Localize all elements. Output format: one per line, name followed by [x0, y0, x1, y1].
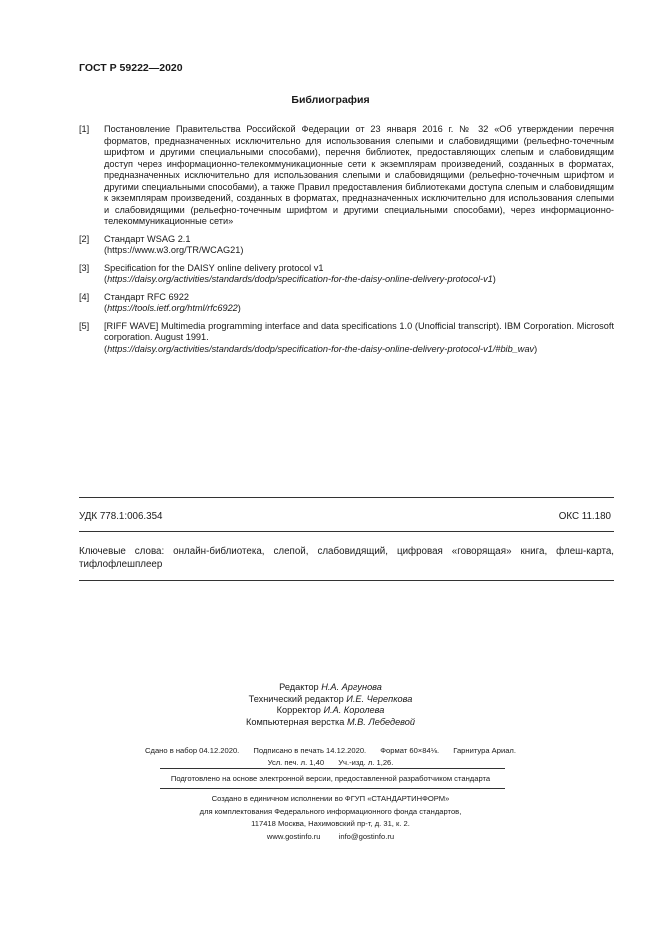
- divider-top: [79, 497, 614, 498]
- bib-entry-text: [104, 292, 614, 315]
- bibliography-title: Библиография: [291, 94, 370, 106]
- bib-entry-text: [104, 263, 614, 286]
- divider-middle: [79, 531, 614, 532]
- divider-bottom: [79, 580, 614, 581]
- bib-entry: [79, 263, 614, 286]
- udk-code: УДК 778.1:006.354: [79, 511, 163, 522]
- imprint-block: [0, 745, 661, 769]
- bib-entry-segment: ): [492, 274, 496, 284]
- bib-entry: [79, 292, 614, 315]
- keywords: Ключевые слова: онлайн-библиотека, слепой, слабовидящий, цифровая «говорящая» книга, флеш-карта, тифлофлешплеер: [79, 546, 614, 570]
- standard-number: ГОСТ Р 59222—2020: [79, 62, 183, 74]
- bib-entry-text: [104, 321, 614, 356]
- publisher-block: [0, 793, 661, 843]
- bib-entry: [79, 234, 614, 257]
- imprint-typeset: Сдано в набор 04.12.2020.: [145, 746, 240, 755]
- bib-entry-segment: (: [104, 274, 108, 284]
- publisher-line1: Создано в единичном исполнении во ФГУП «СТАНДАРТИНФОРМ»: [211, 794, 450, 803]
- oks-code: ОКС 11.180: [558, 511, 611, 522]
- prepared-note: Подготовлено на основе электронной версии, предоставленной разработчиком стандарта: [170, 774, 491, 783]
- imprint-signed: Подписано в печать 14.12.2020.: [253, 746, 367, 755]
- bib-entry: [79, 321, 614, 356]
- bib-entry-segment: Стандарт RFC 6922: [104, 291, 189, 302]
- bib-entry-number: [4]: [79, 291, 90, 302]
- bib-entry-number: [1]: [79, 124, 90, 134]
- publisher-line2: для комплектования Федерального информационного фонда стандартов,: [199, 806, 462, 816]
- bib-entry-link[interactable]: https://daisy.org/activities/standards/dodp/specification-for-the-daisy-online-delivery-protocol-v1/#bib_wav: [107, 343, 535, 354]
- bib-entry-link[interactable]: https://tools.ietf.org/html/rfc6922: [107, 303, 238, 313]
- bib-entry-text: [104, 234, 614, 257]
- bib-entry-segment: (https://www.w3.org/TR/WCAG21): [104, 245, 244, 255]
- bib-entry-text: [104, 124, 614, 228]
- imprint-format: Формат 60×84⅛.: [380, 746, 440, 755]
- publisher-website[interactable]: www.gostinfo.ru: [266, 831, 321, 841]
- credit-layout: Компьютерная верстка М.В. Лебедевой: [246, 716, 415, 727]
- bib-entry-number: [5]: [79, 320, 90, 331]
- bib-entry-number: [2]: [79, 233, 90, 244]
- bib-entry-segment: ): [534, 343, 538, 354]
- imprint-print-sheets: Усл. печ. л. 1,40: [267, 758, 325, 767]
- credit-proofreader: Корректор И.А. Королева: [276, 705, 385, 716]
- credits-block: [0, 682, 661, 728]
- credit-editor: Редактор Н.А. Аргунова: [279, 682, 382, 692]
- imprint-font: Гарнитура Ариал.: [453, 746, 516, 755]
- bib-entry-segment: [RIFF WAVE] Multimedia programming interface and data specifications 1.0 (Unofficial transcript). IBM Corporation. Microsoft corporation. August 1991.: [104, 320, 614, 342]
- bib-entry: [79, 124, 614, 228]
- bib-entry-segment: (: [104, 343, 108, 354]
- publisher-email[interactable]: info@gostinfo.ru: [338, 831, 395, 841]
- bib-entry-link[interactable]: https://daisy.org/activities/standards/dodp/specification-for-the-daisy-online-delivery-protocol-v1: [107, 274, 493, 284]
- bib-entry-segment: ): [237, 303, 241, 313]
- bib-entry-segment: Specification for the DAISY online delivery protocol v1: [104, 262, 324, 273]
- bib-entry-segment: Постановление Правительства Российской Федерации от 23 января 2016 г. № 32 «Об утверждении перечня форматов, предназначенных исключительно для использования слепыми и слабовидящими (рельефно-точечным шрифтом и другими специальными способами), перечня библиотек, предоставляющих слепым и слабовидящим доступ через информационно-телекоммуникационные сети к экземплярам произведений, созданных в форматах, предназначенных исключительно для использования слепыми и слабовидящими (рельефно-точечным шрифтом и другими специальными способами), а также Правил предоставления библиотеками доступа слепым и слабовидящим к экземплярам произведений, созданных в форматах, предназначенных исключительно для использования слепыми и слабовидящими (рельефно-точечным шрифтом и другими специальными способами), через информационно-телекоммуникационные сети»: [104, 124, 614, 226]
- bibliography-list: [79, 124, 614, 361]
- publisher-address: 117418 Москва, Нахимовский пр-т, д. 31, к. 2.: [251, 819, 410, 828]
- bib-entry-segment: Стандарт WSAG 2.1: [104, 233, 191, 244]
- imprint-divider-2: [160, 788, 505, 789]
- credit-tech-editor: Технический редактор И.Е. Черепкова: [248, 693, 413, 704]
- imprint-pub-sheets: Уч.-изд. л. 1,26.: [338, 758, 394, 767]
- imprint-divider-1: [160, 768, 505, 769]
- bib-entry-number: [3]: [79, 262, 90, 273]
- bib-entry-segment: (: [104, 303, 108, 313]
